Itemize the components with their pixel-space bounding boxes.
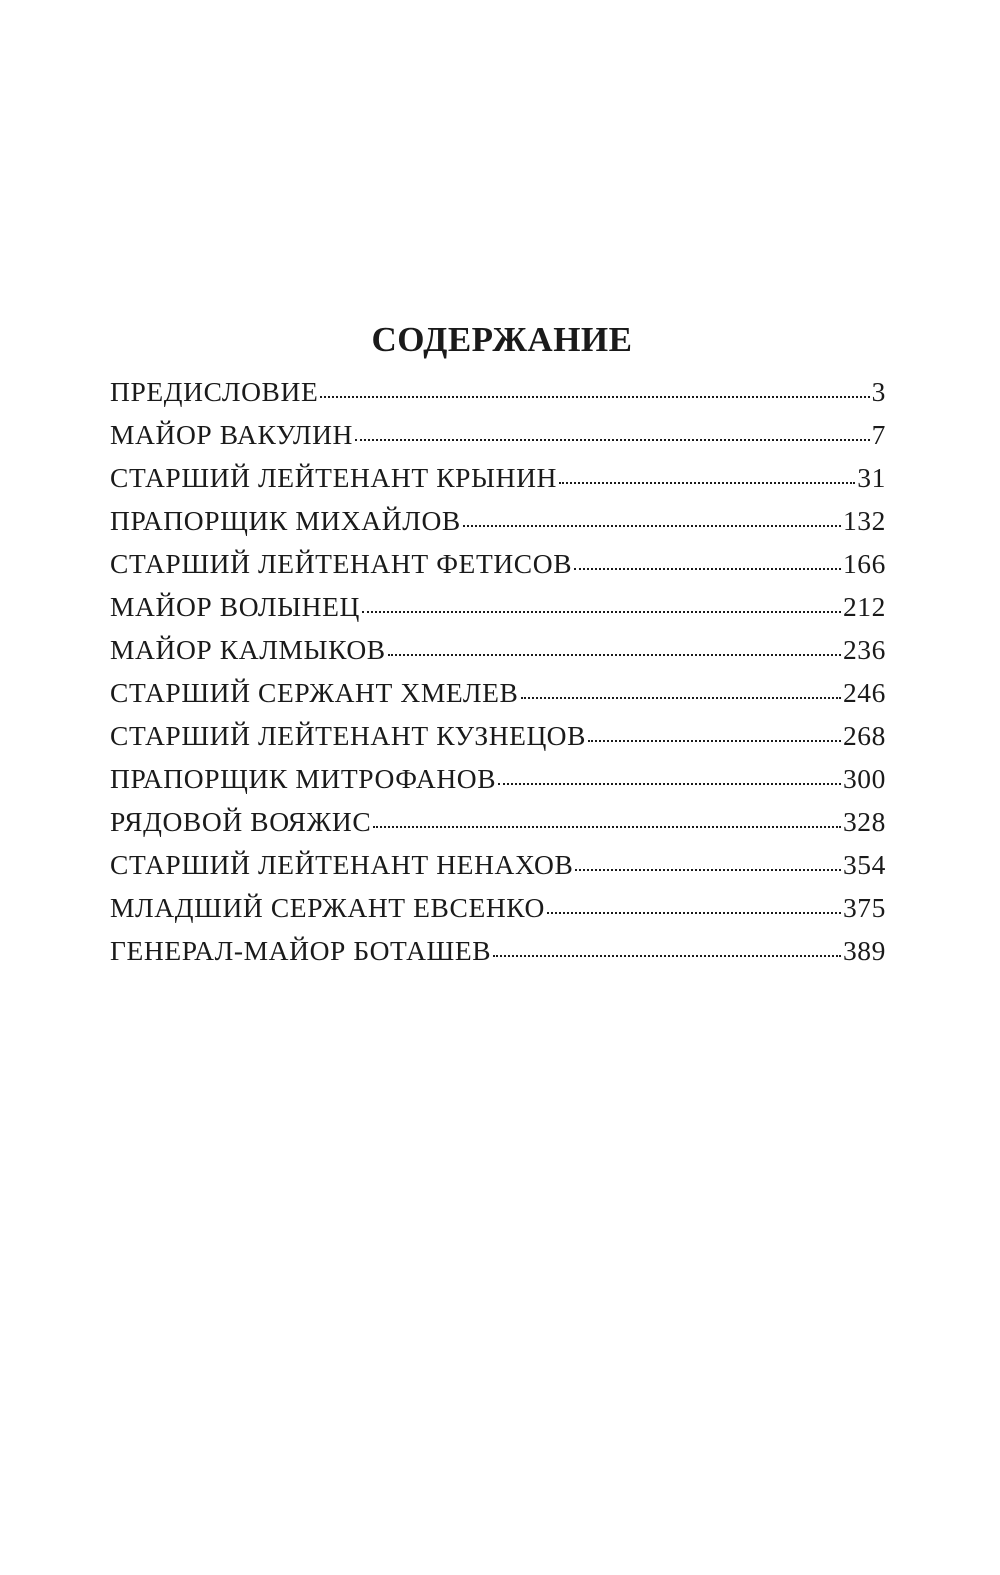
toc-entry-title: МАЙОР КАЛМЫКОВ <box>110 634 386 665</box>
toc-page-number: 236 <box>842 634 886 665</box>
dot-leader <box>588 740 841 742</box>
toc-entry-title: ПРЕДИСЛОВИЕ <box>110 376 319 407</box>
toc-entry-title: МАЙОР ВАКУЛИН <box>110 419 354 450</box>
dot-leader <box>355 439 870 441</box>
toc-entry[interactable] <box>110 419 886 462</box>
toc-entry-title: СТАРШИЙ ЛЕЙТЕНАНТ КУЗНЕЦОВ <box>110 720 587 751</box>
toc-page-number: 212 <box>842 591 886 622</box>
toc-entry[interactable] <box>110 462 886 505</box>
toc-list <box>110 376 886 978</box>
toc-entry[interactable] <box>110 548 886 591</box>
dot-leader <box>575 869 840 871</box>
dot-leader <box>388 654 841 656</box>
toc-entry[interactable] <box>110 591 886 634</box>
toc-entry-title: СТАРШИЙ СЕРЖАНТ ХМЕЛЕВ <box>110 677 519 708</box>
toc-entry-title: ГЕНЕРАЛ-МАЙОР БОТАШЕВ <box>110 935 492 966</box>
toc-entry-title: СТАРШИЙ ЛЕЙТЕНАНТ КРЫНИН <box>110 462 558 493</box>
toc-page-number: 354 <box>842 849 886 880</box>
dot-leader <box>362 611 841 613</box>
dot-leader <box>574 568 841 570</box>
toc-entry[interactable] <box>110 505 886 548</box>
toc-entry[interactable] <box>110 935 886 978</box>
toc-page-number: 328 <box>842 806 886 837</box>
toc-entry-title: ПРАПОРЩИК МИТРОФАНОВ <box>110 763 497 794</box>
dot-leader <box>373 826 841 828</box>
toc-entry-title: МАЙОР ВОЛЫНЕЦ <box>110 591 360 622</box>
toc-entry[interactable] <box>110 849 886 892</box>
table-of-contents <box>110 318 886 978</box>
toc-page-number: 31 <box>857 462 886 493</box>
toc-page-number: 132 <box>842 505 886 536</box>
toc-entry-title: РЯДОВОЙ ВОЯЖИС <box>110 806 372 837</box>
dot-leader <box>547 912 841 914</box>
toc-entry[interactable] <box>110 806 886 849</box>
toc-entry[interactable] <box>110 634 886 677</box>
toc-entry-title: ПРАПОРЩИК МИХАЙЛОВ <box>110 505 461 536</box>
toc-page-number: 389 <box>842 935 886 966</box>
toc-entry[interactable] <box>110 892 886 935</box>
toc-page-number: 268 <box>842 720 886 751</box>
toc-entry[interactable] <box>110 720 886 763</box>
toc-entry[interactable] <box>110 763 886 806</box>
toc-entry-title: СТАРШИЙ ЛЕЙТЕНАНТ ФЕТИСОВ <box>110 548 573 579</box>
dot-leader <box>498 783 841 785</box>
toc-entry[interactable] <box>110 376 886 419</box>
dot-leader <box>320 396 869 398</box>
toc-page-number: 300 <box>842 763 886 794</box>
dot-leader <box>521 697 841 699</box>
toc-entry-title: МЛАДШИЙ СЕРЖАНТ ЕВСЕНКО <box>110 892 546 923</box>
toc-entry[interactable] <box>110 677 886 720</box>
toc-page-number: 246 <box>842 677 886 708</box>
dot-leader <box>559 482 855 484</box>
toc-page-number: 166 <box>842 548 886 579</box>
dot-leader <box>463 525 841 527</box>
dot-leader <box>493 955 841 957</box>
toc-page-number: 3 <box>871 376 886 407</box>
toc-page-number: 375 <box>842 892 886 923</box>
toc-entry-title: СТАРШИЙ ЛЕЙТЕНАНТ НЕНАХОВ <box>110 849 574 880</box>
toc-page-number: 7 <box>871 419 886 450</box>
toc-heading: СОДЕРЖАНИЕ <box>371 320 633 359</box>
